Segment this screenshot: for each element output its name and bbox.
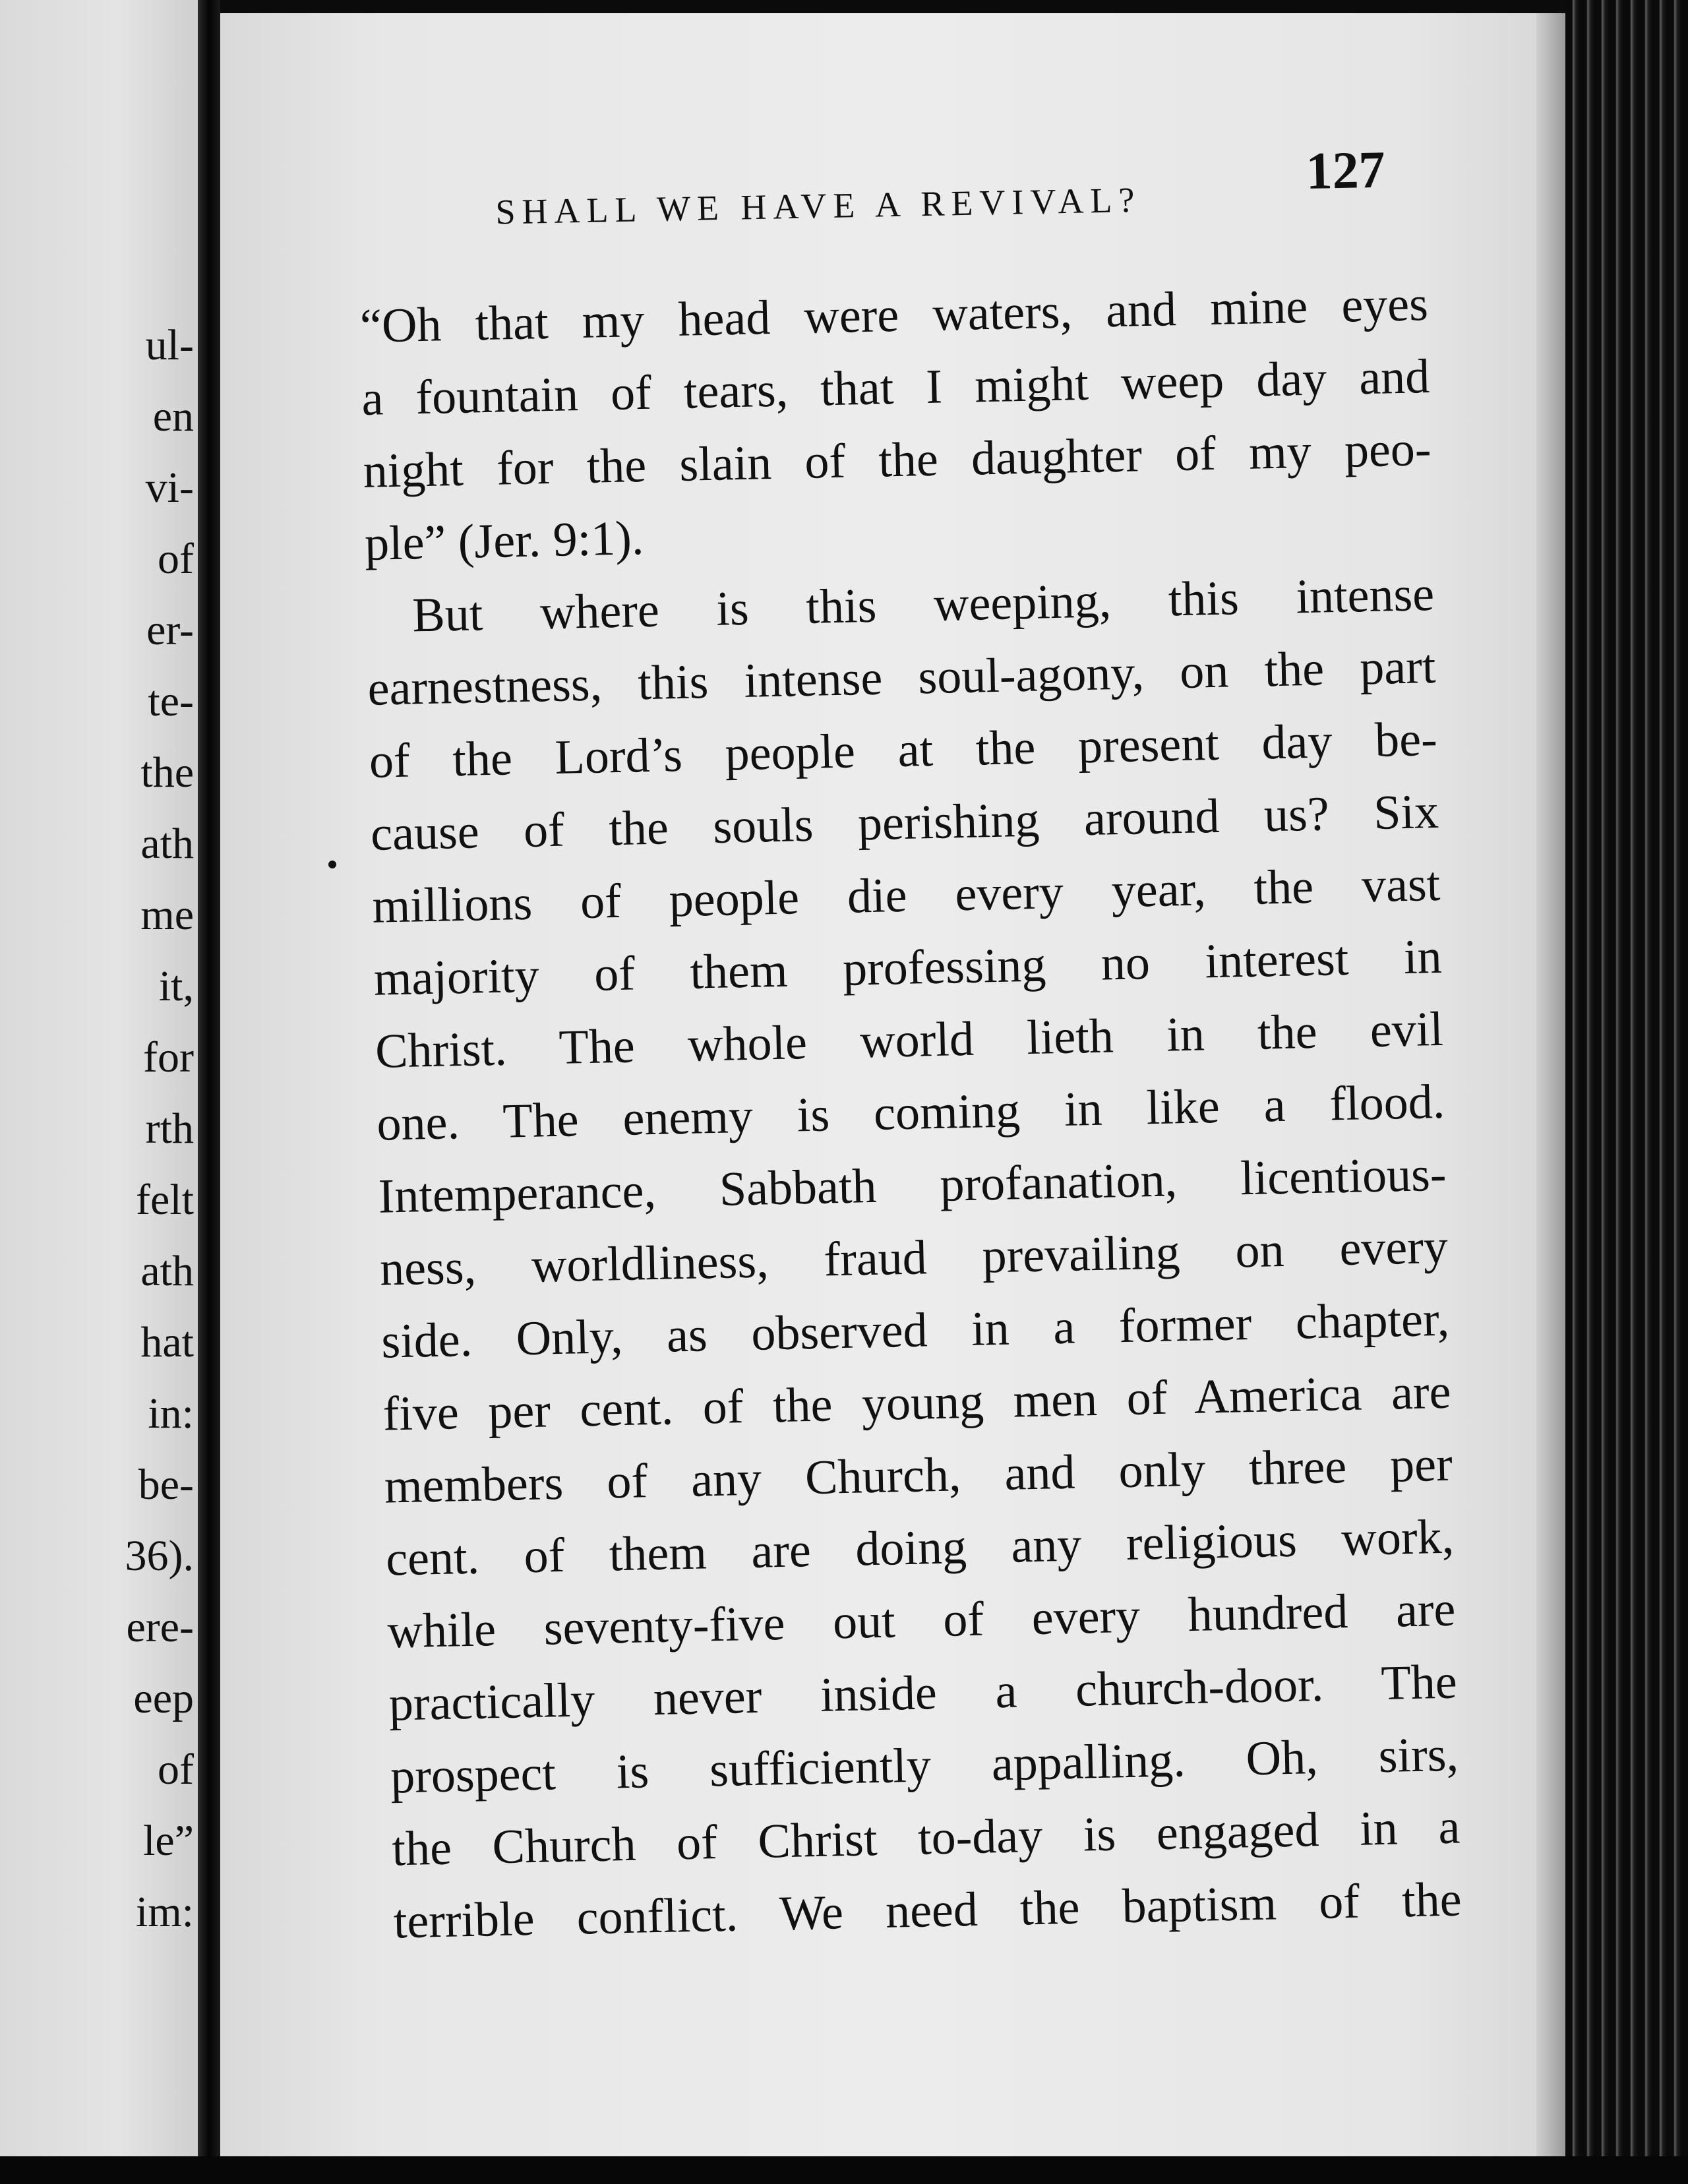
- previous-page-line: ere-: [126, 1603, 194, 1651]
- body-text: [359, 268, 1462, 1958]
- book-gutter: [198, 0, 220, 2184]
- text-line: “Oh that my head were waters, and mine eyes: [359, 277, 1429, 353]
- page-edge-shadow: [1536, 13, 1565, 2156]
- text-line: side. Only, as observed in a former chapter,: [380, 1292, 1450, 1369]
- text-line: ple” (Jer. 9:1).: [364, 511, 645, 571]
- previous-page-line: vi-: [145, 464, 194, 512]
- text-line: earnestness, this intense soul-agony, on the part: [367, 639, 1437, 716]
- text-line: Intemperance, Sabbath profanation, licentious-: [377, 1147, 1447, 1224]
- text-line: terrible conflict. We need the baptism of the: [392, 1872, 1462, 1949]
- previous-page-line: be-: [138, 1461, 194, 1509]
- text-line: But where is this weeping, this intense: [411, 566, 1435, 643]
- previous-page-line: ul-: [145, 321, 194, 369]
- previous-page-line: of: [158, 535, 194, 583]
- text-line: majority of them professing no interest in: [373, 929, 1443, 1006]
- previous-page-line: in:: [148, 1389, 194, 1438]
- text-line: cent. of them are doing any religious work,: [385, 1509, 1455, 1587]
- text-line: ness, worldliness, fraud prevailing on every: [379, 1219, 1449, 1296]
- page-edges-stack: [1565, 0, 1688, 2184]
- previous-page-line: ath: [140, 820, 194, 868]
- previous-page-line: for: [143, 1033, 194, 1081]
- text-line: the Church of Christ to-day is engaged in a: [391, 1800, 1461, 1877]
- running-head-title: SHALL WE HAVE A REVIVAL?: [495, 179, 1141, 232]
- previous-page-line: of: [158, 1745, 194, 1794]
- text-line: prospect is sufficiently appalling. Oh, sirs,: [390, 1727, 1459, 1804]
- scan-bottom-border: [0, 2156, 1688, 2184]
- text-line: five per cent. of the young men of America are: [382, 1364, 1452, 1441]
- previous-page-line: er-: [146, 606, 194, 654]
- previous-page-line: me: [140, 891, 194, 939]
- text-line: while seventy-five out of every hundred are: [386, 1582, 1457, 1659]
- previous-page-line: the: [140, 748, 194, 797]
- page-number: 127: [1305, 140, 1386, 201]
- text-line: of the Lord’s people at the present day be-: [369, 712, 1438, 789]
- previous-page-line: en: [152, 392, 194, 440]
- previous-page-text: [0, 310, 198, 1948]
- previous-page-line: te-: [148, 677, 194, 725]
- previous-page-line: le”: [143, 1817, 194, 1865]
- text-line: practically never inside a church-door. The: [388, 1654, 1458, 1732]
- previous-page-line: im:: [135, 1888, 194, 1936]
- previous-page-line: hat: [140, 1318, 194, 1366]
- text-line: Christ. The whole world lieth in the evil: [375, 1002, 1444, 1079]
- ink-speck: [328, 861, 336, 868]
- previous-page-line: eep: [133, 1674, 194, 1722]
- text-line: members of any Church, and only three per: [384, 1437, 1453, 1514]
- text-line: one. The enemy is coming in like a flood.: [376, 1074, 1445, 1151]
- text-line: a fountain of tears, that I might weep day and: [361, 349, 1430, 426]
- previous-page-line: it,: [158, 962, 194, 1010]
- text-line: cause of the souls perishing around us? Six: [370, 784, 1439, 861]
- previous-page-line: felt: [136, 1176, 194, 1224]
- previous-page-line: rth: [145, 1105, 194, 1153]
- text-line: millions of people die every year, the vast: [371, 857, 1441, 934]
- previous-page-line: ath: [140, 1247, 194, 1295]
- previous-page-line: 36).: [125, 1532, 194, 1580]
- previous-page: [0, 0, 198, 2156]
- text-line: night for the slain of the daughter of my peo-: [362, 422, 1432, 499]
